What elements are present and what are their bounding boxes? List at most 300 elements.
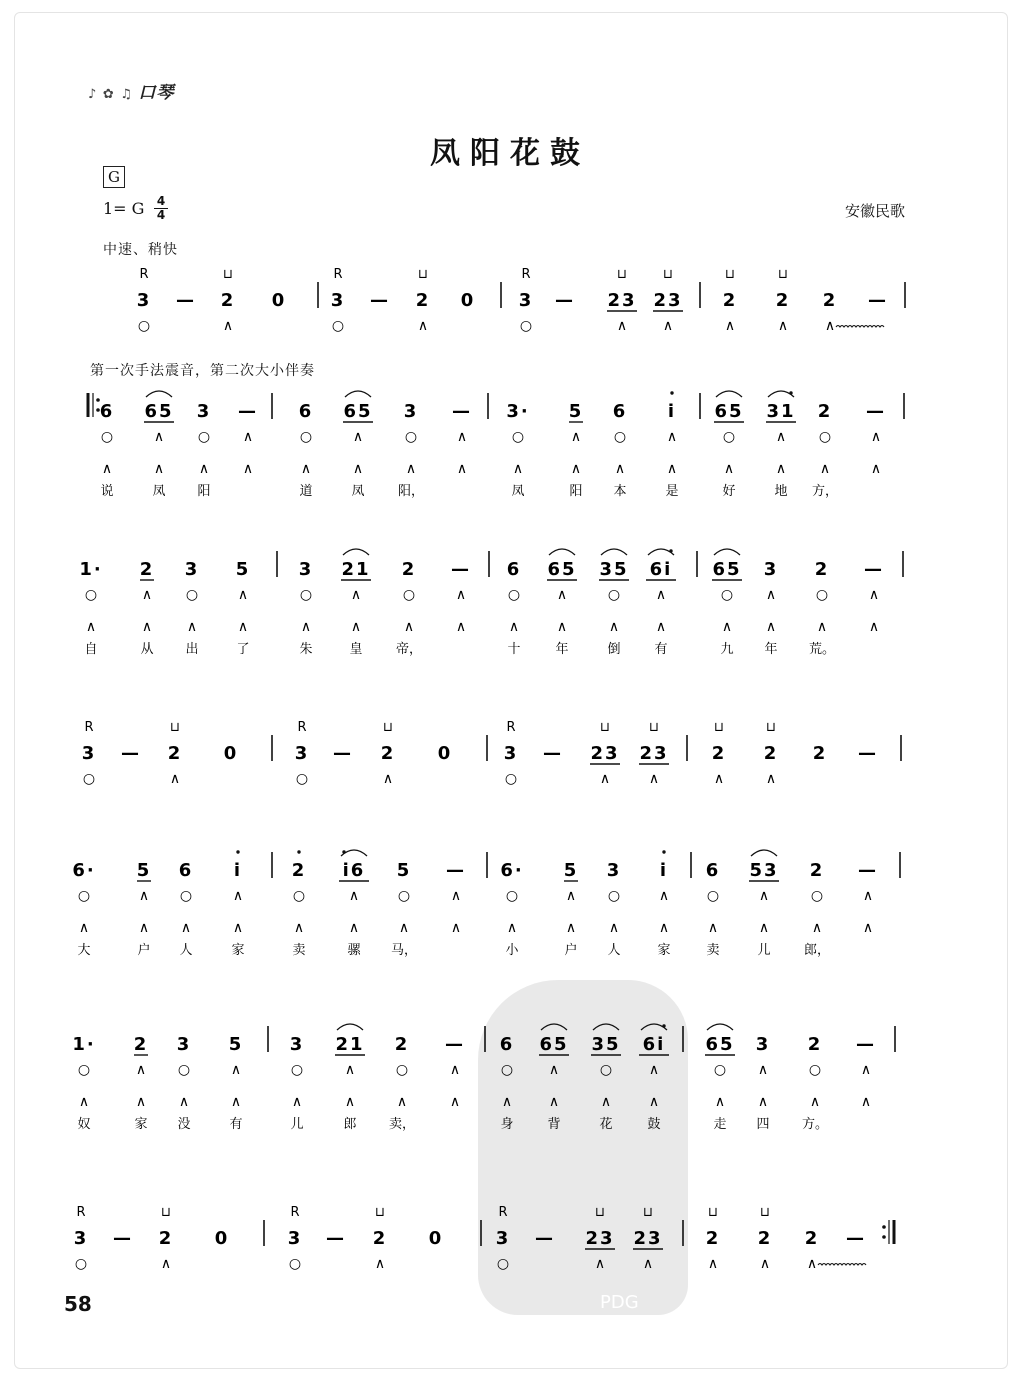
- note: 6: [499, 1034, 515, 1055]
- lyric-syllable: 帝，: [395, 642, 423, 657]
- lyric-syllable: 说: [100, 484, 114, 499]
- lyric-syllable: 背: [547, 1117, 561, 1132]
- harmonica-technique-mark: ⊔: [594, 1205, 606, 1220]
- draw-mark: ∧: [758, 888, 770, 904]
- harmonica-technique-mark: ⊔: [599, 720, 611, 735]
- note: —: [858, 860, 878, 881]
- draw-mark: ∧: [816, 619, 828, 635]
- lyric-syllable: 家: [657, 943, 671, 958]
- harmonica-technique-mark: R: [521, 267, 531, 282]
- note: —: [543, 743, 563, 764]
- note: 23: [607, 290, 637, 311]
- lyric-syllable: 出: [185, 642, 199, 657]
- draw-mark: ∧: [860, 1062, 872, 1078]
- note: 6i: [649, 559, 673, 580]
- note: 65: [539, 1034, 569, 1055]
- draw-mark: ∧: [765, 587, 777, 603]
- lyric-syllable: 阳: [569, 484, 583, 499]
- draw-mark: ∧: [608, 920, 620, 936]
- note: 3·: [506, 401, 530, 422]
- harmonica-technique-mark: ⊔: [713, 720, 725, 735]
- lyric-syllable: 儿: [290, 1117, 304, 1132]
- harmonica-technique-mark: ⊔: [169, 720, 181, 735]
- draw-mark: ∧: [141, 619, 153, 635]
- note: —: [452, 401, 472, 422]
- draw-mark: ∧: [570, 461, 582, 477]
- note: 23: [653, 290, 683, 311]
- draw-mark: ∧: [135, 1062, 147, 1078]
- draw-mark: ∧: [232, 888, 244, 904]
- note: 3: [403, 401, 419, 422]
- draw-mark: ∧: [300, 619, 312, 635]
- draw-mark: ∧: [565, 920, 577, 936]
- note: —: [121, 743, 141, 764]
- note: 0: [214, 1228, 230, 1249]
- note: —: [858, 743, 878, 764]
- note: 65: [712, 559, 742, 580]
- draw-mark: ∧: [721, 619, 733, 635]
- draw-mark: ∧: [862, 920, 874, 936]
- page-number: 58: [64, 1292, 92, 1316]
- blow-mark: ○: [706, 888, 720, 904]
- note: 2: [775, 290, 791, 311]
- note: 2: [812, 743, 828, 764]
- draw-mark: ∧: [614, 461, 626, 477]
- note: 2: [711, 743, 727, 764]
- lyric-syllable: 郎，: [803, 943, 831, 958]
- note: 6: [178, 860, 194, 881]
- draw-mark: ∧: [405, 461, 417, 477]
- draw-mark: ∧: [648, 771, 660, 787]
- note: 6: [298, 401, 314, 422]
- harmonica-technique-mark: R: [139, 267, 149, 282]
- note: 5: [235, 559, 251, 580]
- blow-mark: ○: [810, 888, 824, 904]
- time-signature-bottom: 4: [156, 208, 166, 222]
- draw-mark: ∧: [868, 619, 880, 635]
- blow-mark: ○: [179, 888, 193, 904]
- note: 65: [144, 401, 174, 422]
- draw-mark: ∧: [775, 429, 787, 445]
- draw-mark: ∧: [348, 920, 360, 936]
- draw-mark: ∧: [237, 587, 249, 603]
- lyric-syllable: 皇: [349, 642, 363, 657]
- note: 2: [401, 559, 417, 580]
- note: 0: [428, 1228, 444, 1249]
- blow-mark: ○: [82, 771, 96, 787]
- note: —: [176, 290, 196, 311]
- draw-mark: ∧: [642, 1256, 654, 1272]
- note: 23: [633, 1228, 663, 1249]
- note: 2: [822, 290, 838, 311]
- harmonica-technique-mark: R: [498, 1205, 508, 1220]
- note: —: [113, 1228, 133, 1249]
- draw-mark: ∧: [608, 619, 620, 635]
- note: 2: [394, 1034, 410, 1055]
- performance-note: 第一次手法震音，第二次大小伴奏: [90, 363, 315, 379]
- blow-mark: ○: [722, 429, 736, 445]
- draw-mark: ∧: [806, 1256, 818, 1272]
- draw-mark: ∧: [811, 920, 823, 936]
- draw-mark: ∧: [417, 318, 429, 334]
- note: 6·: [500, 860, 524, 881]
- lyric-syllable: 马，: [390, 943, 418, 958]
- lyric-syllable: 走: [713, 1117, 727, 1132]
- harmonica-technique-mark: ⊔: [707, 1205, 719, 1220]
- draw-mark: ∧: [759, 1256, 771, 1272]
- note: 5: [563, 860, 579, 881]
- lyric-syllable: 儿: [757, 943, 771, 958]
- draw-mark: ∧: [135, 1094, 147, 1110]
- note: 2: [757, 1228, 773, 1249]
- note: —: [555, 290, 575, 311]
- note: i: [659, 860, 669, 881]
- lyric-syllable: 道: [299, 484, 313, 499]
- note: 6i: [642, 1034, 666, 1055]
- draw-mark: ∧: [230, 1094, 242, 1110]
- note: —: [866, 401, 886, 422]
- note: 2: [372, 1228, 388, 1249]
- harmonica-technique-mark: R: [297, 720, 307, 735]
- lyric-syllable: 户: [137, 943, 151, 958]
- note: i6: [342, 860, 366, 881]
- draw-mark: ∧: [291, 1094, 303, 1110]
- note: 3: [73, 1228, 89, 1249]
- draw-mark: ∧: [153, 429, 165, 445]
- draw-mark: ∧: [870, 429, 882, 445]
- note: —: [868, 290, 888, 311]
- draw-mark: ∧: [85, 619, 97, 635]
- series-logo-text: 口琴: [138, 83, 175, 103]
- note: 23: [590, 743, 620, 764]
- note: 3: [298, 559, 314, 580]
- draw-mark: ∧: [300, 461, 312, 477]
- lyric-syllable: 大: [77, 943, 91, 958]
- blow-mark: ○: [397, 888, 411, 904]
- draw-mark: ∧: [237, 619, 249, 635]
- draw-mark: ∧: [78, 920, 90, 936]
- lyric-syllable: 九: [720, 642, 734, 657]
- note: —: [333, 743, 353, 764]
- draw-mark: ∧: [548, 1094, 560, 1110]
- draw-mark: ∧: [658, 888, 670, 904]
- note: 5: [136, 860, 152, 881]
- draw-mark: ∧: [868, 587, 880, 603]
- lyric-syllable: 人: [607, 943, 621, 958]
- note: 3: [294, 743, 310, 764]
- draw-mark: ∧: [374, 1256, 386, 1272]
- lyric-syllable: 地: [774, 484, 788, 499]
- note: 3: [330, 290, 346, 311]
- harmonica-technique-mark: R: [506, 720, 516, 735]
- note: —: [370, 290, 390, 311]
- note: —: [238, 401, 258, 422]
- draw-mark: ∧: [512, 461, 524, 477]
- blow-mark: ○: [613, 429, 627, 445]
- harmonica-technique-mark: R: [333, 267, 343, 282]
- blow-mark: ○: [511, 429, 525, 445]
- draw-mark: ∧: [180, 920, 192, 936]
- song-title: 凤阳花鼓: [430, 136, 590, 171]
- lyric-syllable: 凤: [351, 484, 365, 499]
- draw-mark: ∧: [169, 771, 181, 787]
- note: 2: [809, 860, 825, 881]
- note: 35: [591, 1034, 621, 1055]
- note: 3: [287, 1228, 303, 1249]
- draw-mark: ∧: [765, 771, 777, 787]
- blow-mark: ○: [77, 1062, 91, 1078]
- draw-mark: ∧: [501, 1094, 513, 1110]
- lyric-syllable: 倒: [607, 642, 621, 657]
- note: 2: [380, 743, 396, 764]
- note: 5: [396, 860, 412, 881]
- blow-mark: ○: [331, 318, 345, 334]
- draw-mark: ∧: [724, 318, 736, 334]
- note: 2: [220, 290, 236, 311]
- harmonica-technique-mark: ⊔: [382, 720, 394, 735]
- draw-mark: ∧: [819, 461, 831, 477]
- draw-mark: ∧: [707, 920, 719, 936]
- note: 2: [807, 1034, 823, 1055]
- draw-mark: ∧: [398, 920, 410, 936]
- draw-mark: ∧: [655, 619, 667, 635]
- note: 2: [158, 1228, 174, 1249]
- draw-mark: ∧: [757, 1062, 769, 1078]
- draw-mark: ∧: [456, 461, 468, 477]
- lyric-syllable: 奴: [77, 1117, 91, 1132]
- note: —: [451, 559, 471, 580]
- lyric-syllable: 花: [599, 1117, 613, 1132]
- lyric-syllable: 家: [231, 943, 245, 958]
- note: 5: [568, 401, 584, 422]
- note: 65: [705, 1034, 735, 1055]
- note: —: [535, 1228, 555, 1249]
- note: i: [233, 860, 243, 881]
- lyric-syllable: 凤: [511, 484, 525, 499]
- blow-mark: ○: [84, 587, 98, 603]
- blow-mark: ○: [137, 318, 151, 334]
- lyric-syllable: 凤: [152, 484, 166, 499]
- note: 0: [223, 743, 239, 764]
- lyric-syllable: 自: [84, 642, 98, 657]
- note: 3: [81, 743, 97, 764]
- tempo-marking: 中速、稍快: [103, 242, 178, 258]
- note: 6: [99, 401, 115, 422]
- draw-mark: ∧: [824, 318, 836, 334]
- lyric-syllable: 好: [722, 484, 736, 499]
- draw-mark: ∧: [506, 920, 518, 936]
- note: 0: [271, 290, 287, 311]
- note: 2: [763, 743, 779, 764]
- draw-mark: ∧: [600, 1094, 612, 1110]
- note: 23: [639, 743, 669, 764]
- draw-mark: ∧: [616, 318, 628, 334]
- draw-mark: ∧: [594, 1256, 606, 1272]
- note: 65: [343, 401, 373, 422]
- series-logo-icon: ♪ ✿ ♫: [88, 87, 139, 102]
- harmonica-technique-mark: ⊔: [724, 267, 736, 282]
- note: 65: [547, 559, 577, 580]
- lyric-syllable: 方，: [811, 484, 839, 499]
- draw-mark: ∧: [382, 771, 394, 787]
- blow-mark: ○: [607, 888, 621, 904]
- harmonica-technique-mark: ⊔: [160, 1205, 172, 1220]
- blow-mark: ○: [299, 429, 313, 445]
- blow-mark: ○: [720, 587, 734, 603]
- draw-mark: ∧: [714, 1094, 726, 1110]
- draw-mark: ∧: [160, 1256, 172, 1272]
- blow-mark: ○: [505, 888, 519, 904]
- draw-mark: ∧: [403, 619, 415, 635]
- draw-mark: ∧: [723, 461, 735, 477]
- lyric-syllable: 卖: [706, 943, 720, 958]
- draw-mark: ∧: [765, 619, 777, 635]
- key-signature: 1= G: [103, 199, 145, 218]
- blow-mark: ○: [404, 429, 418, 445]
- harmonica-technique-mark: R: [76, 1205, 86, 1220]
- blow-mark: ○: [288, 1256, 302, 1272]
- blow-mark: ○: [713, 1062, 727, 1078]
- note: 3: [196, 401, 212, 422]
- note: 3: [503, 743, 519, 764]
- note: —: [856, 1034, 876, 1055]
- lyric-syllable: 阳，: [397, 484, 425, 499]
- draw-mark: ∧: [230, 1062, 242, 1078]
- lyric-syllable: 方。: [801, 1117, 829, 1132]
- blow-mark: ○: [197, 429, 211, 445]
- note: —: [846, 1228, 866, 1249]
- draw-mark: ∧: [450, 920, 462, 936]
- note: 1·: [79, 559, 103, 580]
- note: 3: [176, 1034, 192, 1055]
- draw-mark: ∧: [666, 461, 678, 477]
- note: —: [864, 559, 884, 580]
- draw-mark: ∧: [350, 619, 362, 635]
- note: 1·: [72, 1034, 96, 1055]
- draw-mark: ∧: [450, 888, 462, 904]
- note: 23: [585, 1228, 615, 1249]
- blow-mark: ○: [599, 1062, 613, 1078]
- lyric-syllable: 年: [764, 642, 778, 657]
- note: 6: [612, 401, 628, 422]
- lyric-syllable: 四: [756, 1117, 770, 1132]
- blow-mark: ○: [295, 771, 309, 787]
- lyric-syllable: 卖: [292, 943, 306, 958]
- note: 2: [804, 1228, 820, 1249]
- note: 2: [291, 860, 307, 881]
- draw-mark: ∧: [508, 619, 520, 635]
- time-signature-top: 4: [156, 194, 166, 208]
- note: 2: [167, 743, 183, 764]
- draw-mark: ∧: [777, 318, 789, 334]
- note: 2: [415, 290, 431, 311]
- harmonica-technique-mark: ⊔: [417, 267, 429, 282]
- draw-mark: ∧: [648, 1062, 660, 1078]
- time-signature: [154, 196, 168, 221]
- note: 3: [289, 1034, 305, 1055]
- draw-mark: ∧: [860, 1094, 872, 1110]
- note: 2: [722, 290, 738, 311]
- watermark-label: PDG: [600, 1292, 639, 1313]
- draw-mark: ∧: [153, 461, 165, 477]
- lyric-syllable: 了: [236, 642, 250, 657]
- draw-mark: ∧: [352, 461, 364, 477]
- draw-mark: ∧: [707, 1256, 719, 1272]
- draw-mark: ∧: [101, 461, 113, 477]
- lyric-syllable: 小: [505, 943, 519, 958]
- note: —: [445, 1034, 465, 1055]
- lyric-syllable: 有: [654, 642, 668, 657]
- note: 6: [705, 860, 721, 881]
- harmonica-technique-mark: ⊔: [374, 1205, 386, 1220]
- note: 3: [606, 860, 622, 881]
- note: —: [446, 860, 466, 881]
- blow-mark: ○: [808, 1062, 822, 1078]
- lyric-syllable: 阳: [197, 484, 211, 499]
- draw-mark: ∧: [178, 1094, 190, 1110]
- blow-mark: ○: [519, 318, 533, 334]
- draw-mark: ∧: [862, 888, 874, 904]
- draw-mark: ∧: [344, 1062, 356, 1078]
- harmonica-technique-mark: ⊔: [616, 267, 628, 282]
- note: i: [667, 401, 677, 422]
- harmonica-technique-mark: ⊔: [662, 267, 674, 282]
- note: 65: [714, 401, 744, 422]
- draw-mark: ∧: [350, 587, 362, 603]
- draw-mark: ∧: [449, 1062, 461, 1078]
- harmonica-technique-mark: ⊔: [222, 267, 234, 282]
- lyric-syllable: 有: [229, 1117, 243, 1132]
- blow-mark: ○: [507, 587, 521, 603]
- draw-mark: ∧: [232, 920, 244, 936]
- draw-mark: ∧: [775, 461, 787, 477]
- blow-mark: ○: [292, 888, 306, 904]
- note: 3: [518, 290, 534, 311]
- blow-mark: ○: [496, 1256, 510, 1272]
- blow-mark: ○: [100, 429, 114, 445]
- note: 6: [506, 559, 522, 580]
- lyric-syllable: 鼓: [647, 1117, 661, 1132]
- draw-mark: ∧: [658, 920, 670, 936]
- harmonica-technique-mark: ⊔: [759, 1205, 771, 1220]
- note: 3: [184, 559, 200, 580]
- lyric-syllable: 郎: [343, 1117, 357, 1132]
- note: 2: [139, 559, 155, 580]
- chord-box: G: [103, 166, 125, 188]
- harmonica-technique-mark: ⊔: [648, 720, 660, 735]
- note: 3: [136, 290, 152, 311]
- blow-mark: ○: [818, 429, 832, 445]
- library-stamp-watermark: [478, 980, 688, 1315]
- note: 35: [599, 559, 629, 580]
- blow-mark: ○: [815, 587, 829, 603]
- draw-mark: ∧: [242, 429, 254, 445]
- note: 21: [341, 559, 371, 580]
- blow-mark: ○: [74, 1256, 88, 1272]
- blow-mark: ○: [177, 1062, 191, 1078]
- note: 3: [755, 1034, 771, 1055]
- draw-mark: ∧: [655, 587, 667, 603]
- draw-mark: ∧: [141, 587, 153, 603]
- draw-mark: ∧: [758, 920, 770, 936]
- lyric-syllable: 十: [507, 642, 521, 657]
- harmonica-technique-mark: R: [290, 1205, 300, 1220]
- blow-mark: ○: [299, 587, 313, 603]
- note: 0: [460, 290, 476, 311]
- lyric-syllable: 从: [140, 642, 154, 657]
- lyric-syllable: 没: [177, 1117, 191, 1132]
- note: 3: [495, 1228, 511, 1249]
